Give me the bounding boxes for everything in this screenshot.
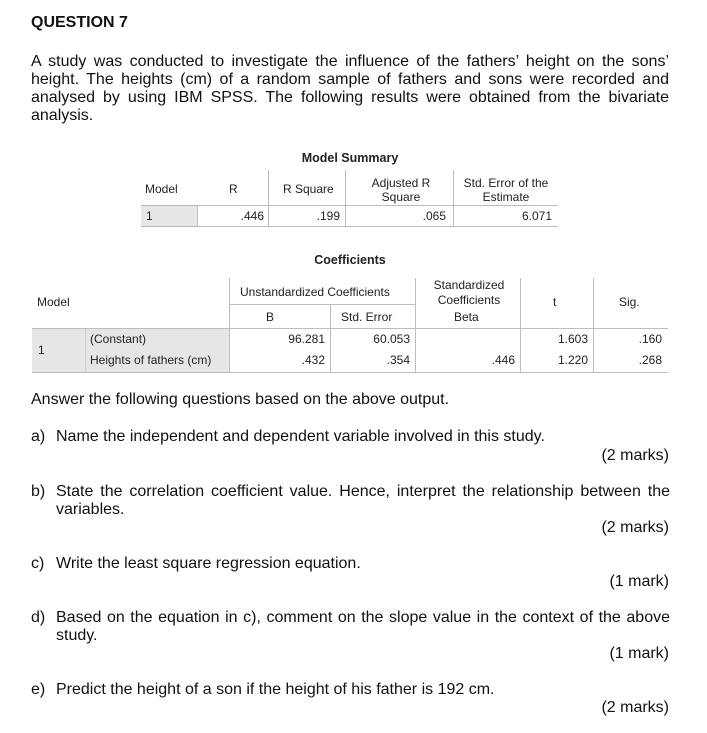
coef-header-model: Model bbox=[37, 295, 70, 309]
coef-row-fathers-sig: .268 bbox=[638, 353, 662, 367]
coef-header-b: B bbox=[266, 310, 275, 324]
coef-divider bbox=[593, 278, 594, 372]
ms-header-model: Model bbox=[145, 182, 178, 196]
ms-header-std-error: Std. Error of the Estimate bbox=[463, 176, 549, 204]
ms-header-rule bbox=[141, 205, 558, 206]
coef-row-constant-b: 96.281 bbox=[288, 332, 325, 346]
coef-bottom-rule bbox=[32, 372, 668, 373]
question-e-text: Predict the height of a son if the height of his father is 192 cm. bbox=[56, 681, 495, 698]
coef-model-divider bbox=[85, 329, 86, 372]
ms-divider bbox=[453, 170, 454, 226]
coef-header-t: t bbox=[553, 295, 557, 309]
model-summary-title: Model Summary bbox=[301, 151, 399, 165]
ms-divider bbox=[345, 170, 346, 226]
ms-cell-r: .446 bbox=[240, 209, 264, 223]
coef-row-constant-se: 60.053 bbox=[373, 332, 410, 346]
coef-row-constant-t: 1.603 bbox=[557, 332, 588, 346]
ms-row-model: 1 bbox=[146, 209, 153, 223]
coef-divider bbox=[330, 305, 331, 372]
coef-divider bbox=[520, 278, 521, 372]
coef-row-constant-sig: .160 bbox=[638, 332, 662, 346]
ms-cell-adj-r-square: .065 bbox=[422, 209, 446, 223]
coef-divider bbox=[415, 278, 416, 372]
question-b-label: b) bbox=[31, 483, 46, 500]
coef-header-beta: Beta bbox=[454, 310, 479, 324]
coef-header-sig: Sig. bbox=[619, 295, 640, 309]
answer-prompt: Answer the following questions based on the above output. bbox=[31, 391, 450, 408]
question-b-marks: (2 marks) bbox=[601, 519, 669, 536]
coef-row-fathers-t: 1.220 bbox=[557, 353, 588, 367]
ms-header-adj-r-square: Adjusted R Square bbox=[371, 176, 431, 204]
coef-row-fathers-b: .432 bbox=[301, 353, 325, 367]
ms-bottom-rule bbox=[141, 226, 558, 227]
intro-paragraph: A study was conducted to investigate the influence of the fathers’ height on the sons’ height. The heights (cm) of a random sample of fathers and sons were recorded and analysed by using IBM SPSS. The following results were obtained from the bivariate analysis. bbox=[31, 53, 669, 124]
ms-cell-r-square: .199 bbox=[316, 209, 340, 223]
question-d-label: d) bbox=[31, 609, 46, 626]
coef-divider bbox=[229, 278, 230, 372]
coef-row-fathers-se: .354 bbox=[386, 353, 410, 367]
coef-model-number: 1 bbox=[38, 343, 45, 357]
question-e-marks: (2 marks) bbox=[601, 699, 669, 716]
question-a-text: Name the independent and dependent variable involved in this study. bbox=[56, 428, 545, 445]
question-e-label: e) bbox=[31, 681, 46, 698]
coef-row-fathers-beta: .446 bbox=[491, 353, 515, 367]
question-b-text: State the correlation coefficient value. Hence, interpret the relationship between the variables. bbox=[56, 483, 670, 518]
coef-row-fathers-label: Heights of fathers (cm) bbox=[90, 353, 212, 367]
coef-row-constant-label: (Constant) bbox=[90, 332, 147, 346]
coef-subheader-rule bbox=[229, 304, 415, 305]
question-a-marks: (2 marks) bbox=[601, 447, 669, 464]
coefficients-title: Coefficients bbox=[314, 253, 386, 267]
question-c-label: c) bbox=[31, 555, 45, 572]
question-d-text: Based on the equation in c), comment on the slope value in the context of the above study. bbox=[56, 609, 670, 644]
coef-header-std-error: Std. Error bbox=[341, 310, 393, 324]
question-c-marks: (1 mark) bbox=[609, 573, 669, 590]
question-a-label: a) bbox=[31, 428, 46, 445]
ms-divider bbox=[268, 170, 269, 226]
question-d-marks: (1 mark) bbox=[609, 645, 669, 662]
question-c-text: Write the least square regression equation. bbox=[56, 555, 361, 572]
coef-header-unstd: Unstandardized Coefficients bbox=[240, 285, 390, 299]
ms-header-r-square: R Square bbox=[283, 182, 334, 196]
ms-cell-std-error: 6.071 bbox=[521, 209, 552, 223]
question-title: QUESTION 7 bbox=[31, 14, 128, 31]
ms-divider bbox=[197, 206, 198, 226]
coef-header-std: Standardized Coefficients bbox=[433, 278, 505, 307]
ms-header-r: R bbox=[229, 182, 238, 196]
